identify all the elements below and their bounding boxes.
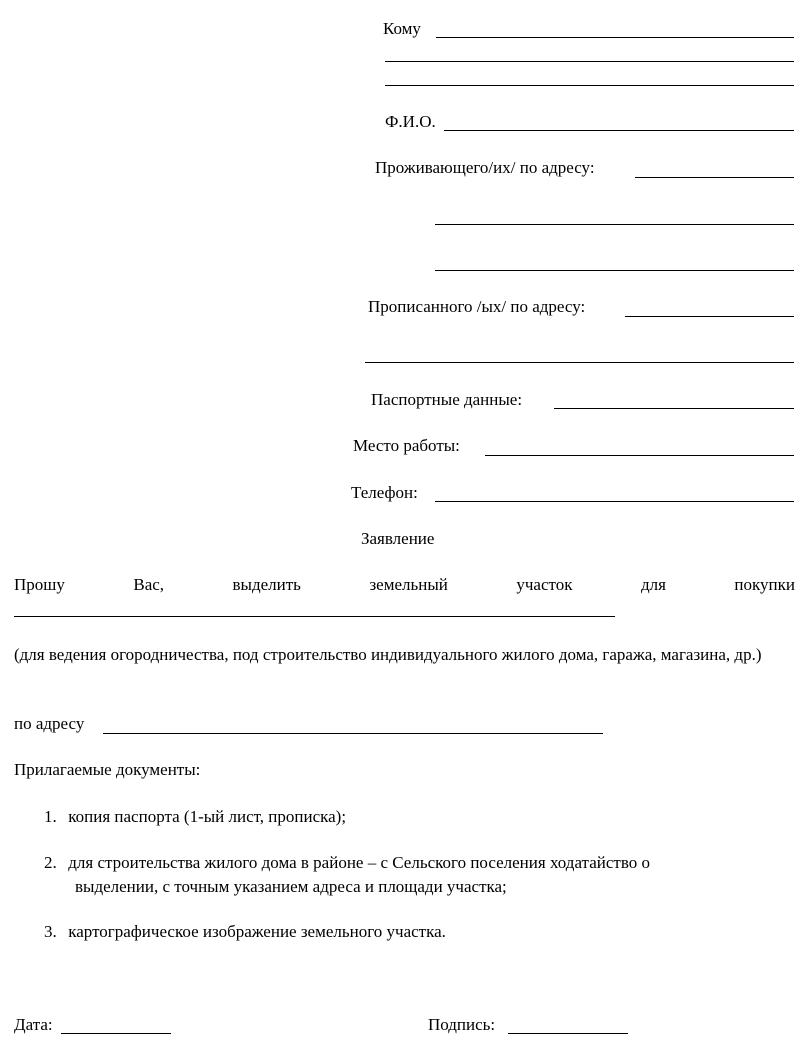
request-word: участок [516, 575, 573, 594]
request-line [14, 575, 795, 595]
address-line[interactable] [103, 733, 603, 734]
document-title: Заявление [361, 529, 435, 548]
request-word: выделить [232, 575, 301, 594]
request-word: земельный [369, 575, 448, 594]
request-word: Прошу [14, 575, 65, 594]
work-place-label: Место работы: [353, 436, 460, 455]
attachment-item [44, 920, 784, 944]
request-word: покупки [734, 575, 795, 594]
to-label: Кому [383, 19, 421, 38]
signature-line[interactable] [508, 1033, 628, 1034]
residing-address-label: Проживающего/их/ по адресу: [375, 158, 595, 177]
registered-address-label: Прописанного /ых/ по адресу: [368, 297, 586, 316]
attachments-label: Прилагаемые документы: [14, 760, 201, 779]
attachment-text: для строительства жилого дома в районе – с Сельского поселения ходатайство о [68, 853, 650, 872]
phone-line[interactable] [435, 501, 794, 502]
to-line-2[interactable] [385, 61, 794, 62]
attachment-number: 3. [44, 922, 57, 941]
work-place-line[interactable] [485, 455, 794, 456]
passport-label: Паспортные данные: [371, 390, 523, 409]
registered-address-line-2[interactable] [365, 362, 794, 363]
attachment-number: 2. [44, 853, 57, 872]
purpose-line[interactable] [14, 616, 615, 617]
purpose-note: (для ведения огородничества, под строительство индивидуального жилого дома, гаража, магазина, др.) [14, 645, 762, 664]
attachment-text: картографическое изображение земельного участка. [68, 922, 446, 941]
address-label: по адресу [14, 714, 85, 733]
signature-label: Подпись: [428, 1015, 496, 1034]
request-word: Вас, [133, 575, 165, 594]
passport-line[interactable] [554, 408, 794, 409]
residing-address-line-3[interactable] [435, 270, 794, 271]
phone-label: Телефон: [351, 483, 418, 502]
attachment-text-continued: выделении, с точным указанием адреса и площади участка; [75, 877, 507, 896]
fio-label: Ф.И.О. [385, 112, 436, 131]
to-line-3[interactable] [385, 85, 794, 86]
date-label: Дата: [14, 1015, 53, 1034]
fio-line[interactable] [444, 130, 794, 131]
attachment-item [44, 805, 784, 829]
registered-address-line[interactable] [625, 316, 794, 317]
request-word: для [640, 575, 666, 594]
attachment-text: копия паспорта (1-ый лист, прописка); [68, 807, 347, 826]
attachment-item [44, 851, 784, 899]
date-line[interactable] [61, 1033, 171, 1034]
residing-address-line[interactable] [635, 177, 794, 178]
to-line[interactable] [436, 37, 794, 38]
residing-address-line-2[interactable] [435, 224, 794, 225]
attachment-number: 1. [44, 807, 57, 826]
